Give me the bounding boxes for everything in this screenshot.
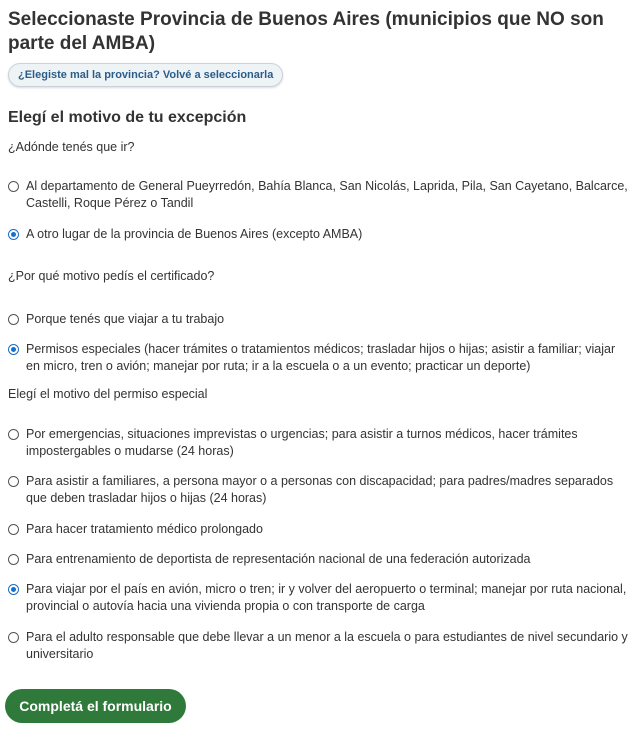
option-reason-special-permits[interactable] — [8, 341, 628, 375]
option-label: Para el adulto responsable que debe llevar a un menor a la escuela o para estudiantes de nivel secundario y universitario — [26, 630, 628, 661]
option-reason-work[interactable] — [8, 311, 628, 328]
radio-button[interactable] — [8, 181, 19, 192]
option-label: Para viajar por el país en avión, micro o tren; ir y volver del aeropuerto o terminal; manejar por ruta nacional, provincial o autovía hacia una vivienda propia o con transporte de carga — [26, 582, 627, 613]
option-label: A otro lugar de la provincia de Buenos Aires (excepto AMBA) — [26, 227, 363, 241]
option-label: Para entrenamiento de deportista de representación nacional de una federación autorizada — [26, 552, 531, 566]
radio-button[interactable] — [8, 476, 19, 487]
change-province-button[interactable]: ¿Elegiste mal la provincia? Volvé a seleccionarla — [8, 63, 283, 87]
option-label: Por emergencias, situaciones imprevistas o urgencias; para asistir a turnos médicos, hacer trámites impostergables o mudarse (24 horas) — [26, 427, 578, 458]
option-permit-school-escort[interactable] — [8, 629, 628, 663]
option-permit-athlete-training[interactable] — [8, 551, 628, 568]
question-destination-label: ¿Adónde tenés que ir? — [8, 140, 135, 154]
radio-button[interactable] — [8, 314, 19, 325]
option-label: Permisos especiales (hacer trámites o tratamientos médicos; trasladar hijos o hijas; asistir a familiar; viajar en micro, tren o avión; manejar por ruta; ir a la escuela o a un evento; practicar un deporte) — [26, 342, 616, 373]
option-label: Porque tenés que viajar a tu trabajo — [26, 312, 225, 326]
complete-form-button[interactable]: Completá el formulario — [5, 689, 186, 723]
option-permit-emergencies[interactable] — [8, 426, 628, 460]
option-destination-other[interactable] — [8, 226, 628, 243]
radio-button[interactable] — [8, 554, 19, 565]
radio-button[interactable] — [8, 524, 19, 535]
radio-button[interactable] — [8, 429, 19, 440]
option-label: Para asistir a familiares, a persona mayor o a personas con discapacidad; para padres/madres separados que deben trasladar hijos o hijas (24 horas) — [26, 474, 614, 505]
option-permit-medical-treatment[interactable] — [8, 521, 628, 538]
radio-button[interactable] — [8, 632, 19, 643]
radio-button-checked[interactable] — [8, 584, 19, 595]
option-permit-travel[interactable] — [8, 581, 628, 615]
exception-form — [8, 8, 628, 661]
radio-button-checked[interactable] — [8, 344, 19, 355]
radio-button-checked[interactable] — [8, 229, 19, 240]
section-title: Elegí el motivo de tu excepción — [8, 109, 247, 126]
option-destination-special-departments[interactable] — [8, 178, 628, 212]
question-special-permit-label: Elegí el motivo del permiso especial — [8, 387, 208, 401]
option-label: Al departamento de General Pueyrredón, Bahía Blanca, San Nicolás, Laprida, Pila, San Cayetano, Balcarce, Castelli, Roque Pérez o Tandil — [26, 179, 628, 210]
option-permit-family-care[interactable] — [8, 473, 628, 507]
option-label: Para hacer tratamiento médico prolongado — [26, 522, 263, 536]
question-reason-label: ¿Por qué motivo pedís el certificado? — [8, 269, 215, 283]
page-title: Seleccionaste Provincia de Buenos Aires (municipios que NO son parte del AMBA) — [8, 9, 604, 54]
